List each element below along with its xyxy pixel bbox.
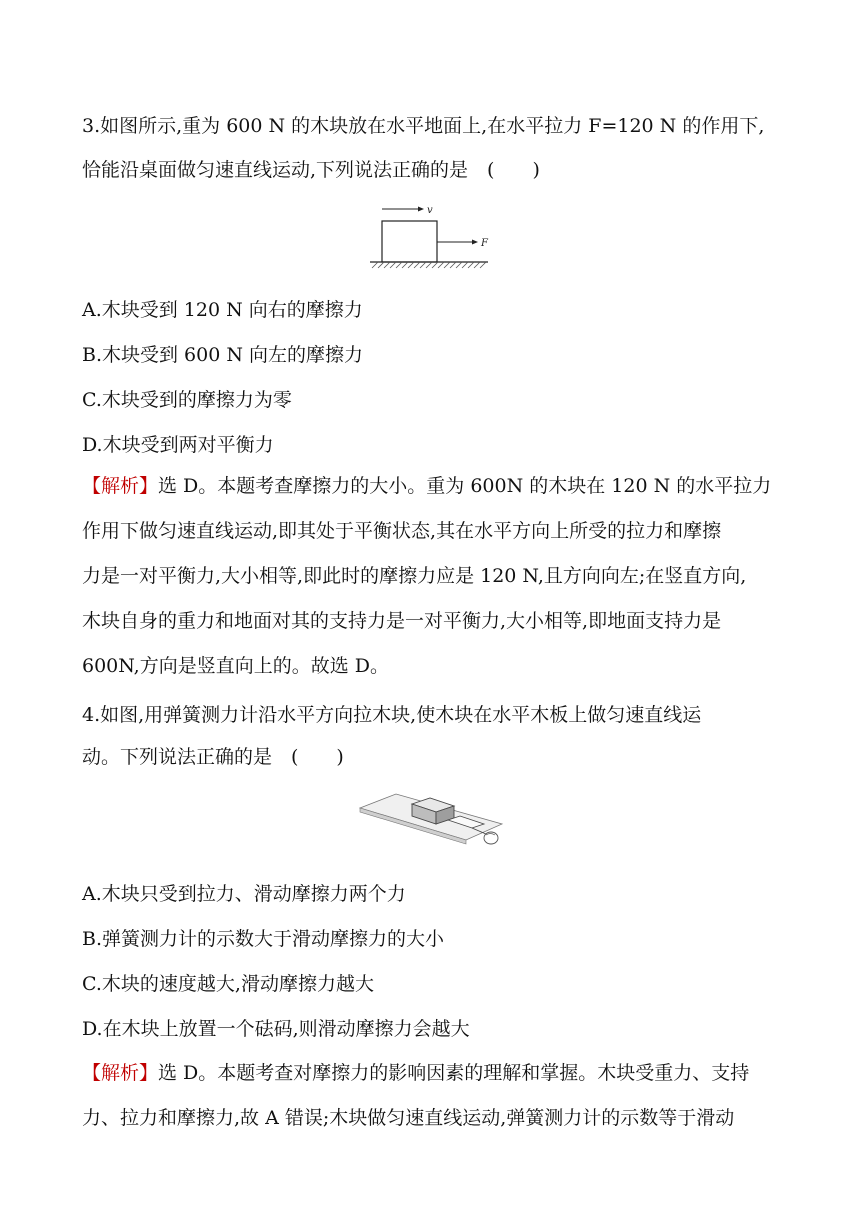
q3-analysis-line5: 600N,方向是竖直向上的。故选 D。 xyxy=(82,655,389,677)
q3-option-a: A.木块受到 120 N 向右的摩擦力 xyxy=(82,299,363,321)
q3-analysis-line3: 力是一对平衡力,大小相等,即此时的摩擦力应是 120 N,且方向向左;在竖直方向, xyxy=(82,565,747,587)
q3-analysis-tag: 【解析】 xyxy=(82,475,159,497)
q4-option-d: D.在木块上放置一个砝码,则滑动摩擦力会越大 xyxy=(82,1018,470,1040)
q3-analysis-line2: 作用下做匀速直线运动,即其处于平衡状态,其在水平方向上所受的拉力和摩擦 xyxy=(82,520,722,542)
q4-stem-line2: 动。下列说法正确的是 ( ) xyxy=(82,746,344,768)
q4-analysis-line1 xyxy=(82,1060,749,1086)
q4-option-b: B.弹簧测力计的示数大于滑动摩擦力的大小 xyxy=(82,928,445,950)
q3-analysis-text1: 选 D。本题考查摩擦力的大小。重为 600N 的木块在 120 N 的水平拉力 xyxy=(158,475,772,497)
q3-stem-line1: 3.如图所示,重为 600 N 的木块放在水平地面上,在水平拉力 F=120 N 的作用下, xyxy=(82,115,765,137)
q4-analysis-line2: 力、拉力和摩擦力,故 A 错误;木块做匀速直线运动,弹簧测力计的示数等于滑动 xyxy=(82,1107,735,1129)
q3-figure-block-on-ground xyxy=(368,200,492,270)
force-label: F xyxy=(481,238,488,249)
q3-analysis-line1 xyxy=(82,473,771,499)
q3-option-b: B.木块受到 600 N 向左的摩擦力 xyxy=(82,344,364,366)
velocity-label: v xyxy=(427,205,433,216)
q3-option-d: D.木块受到两对平衡力 xyxy=(82,434,274,456)
q4-figure-spring-scale-pulling-block xyxy=(356,790,506,852)
q4-analysis-text1: 选 D。本题考查对摩擦力的影响因素的理解和掌握。木块受重力、支持 xyxy=(158,1062,750,1084)
q4-option-c: C.木块的速度越大,滑动摩擦力越大 xyxy=(82,973,374,995)
q3-option-c: C.木块受到的摩擦力为零 xyxy=(82,389,292,411)
q3-stem-line2: 恰能沿桌面做匀速直线运动,下列说法正确的是 ( ) xyxy=(82,159,540,181)
q4-option-a: A.木块只受到拉力、滑动摩擦力两个力 xyxy=(82,883,406,905)
q4-stem-line1: 4.如图,用弹簧测力计沿水平方向拉木块,使木块在水平木板上做匀速直线运 xyxy=(82,704,702,726)
q3-analysis-line4: 木块自身的重力和地面对其的支持力是一对平衡力,大小相等,即地面支持力是 xyxy=(82,610,722,632)
q4-analysis-tag: 【解析】 xyxy=(82,1062,159,1084)
